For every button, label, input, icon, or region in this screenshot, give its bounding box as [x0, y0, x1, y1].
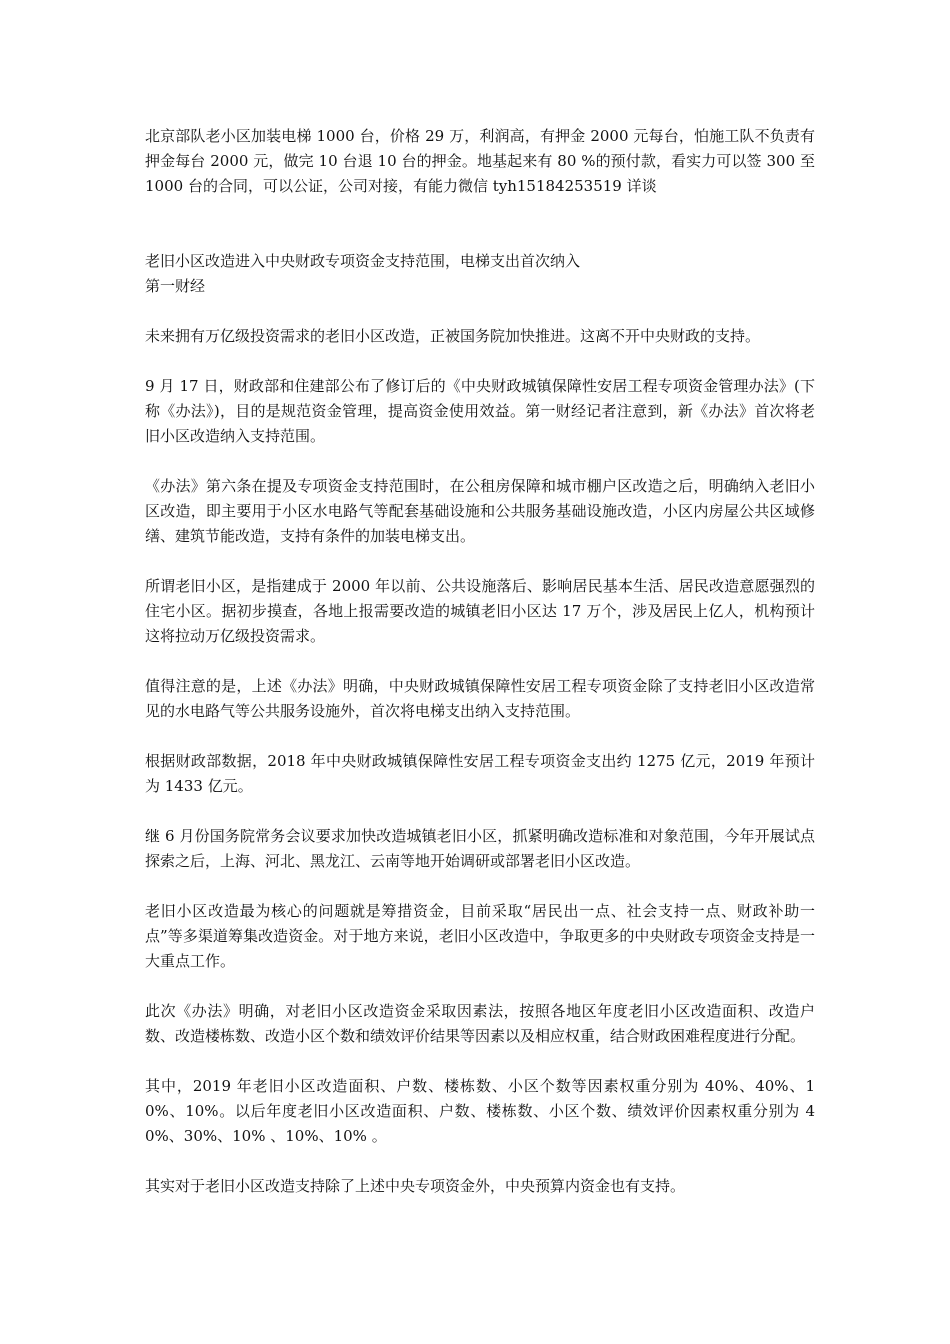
article-paragraph: 值得注意的是，上述《办法》明确，中央财政城镇保障性安居工程专项资金除了支持老旧小区改造常见的水电路气等公共服务设施外，首次将电梯支出纳入支持范围。	[145, 677, 815, 720]
article-paragraph: 此次《办法》明确，对老旧小区改造资金采取因素法，按照各地区年度老旧小区改造面积、改造户数、改造楼栋数、改造小区个数和绩效评价结果等因素以及相应权重，结合财政困难程度进行分配。	[145, 1002, 815, 1045]
article-paragraph: 根据财政部数据，2018 年中央财政城镇保障性安居工程专项资金支出约 1275 亿元，2019 年预计为 1433 亿元。	[145, 752, 815, 795]
article-paragraph: 老旧小区改造最为核心的问题就是筹措资金，目前采取“居民出一点、社会支持一点、财政补助一点”等多渠道筹集改造资金。对于地方来说，老旧小区改造中，争取更多的中央财政专项资金支持是一大重点工作。	[145, 902, 815, 970]
article-paragraph: 未来拥有万亿级投资需求的老旧小区改造，正被国务院加快推进。这离不开中央财政的支持。	[145, 327, 761, 345]
article-paragraph: 其中，2019 年老旧小区改造面积、户数、楼栋数、小区个数等因素权重分别为 40%、40%、10%、10%。以后年度老旧小区改造面积、户数、楼栋数、小区个数、绩效评价因素权重分别为 40%、30%、10% 、10%、10% 。	[145, 1077, 815, 1145]
article-paragraph: 继 6 月份国务院常务会议要求加快改造城镇老旧小区，抓紧明确改造标准和对象范围，今年开展试点探索之后，上海、河北、黑龙江、云南等地开始调研或部署老旧小区改造。	[145, 827, 815, 870]
article-source: 第一财经	[145, 277, 206, 295]
article-paragraph: 《办法》第六条在提及专项资金支持范围时，在公租房保障和城市棚户区改造之后，明确纳入老旧小区改造，即主要用于小区水电路气等配套基础设施和公共服务基础设施改造，小区内房屋公共区域修缮、建筑节能改造，支持有条件的加装电梯支出。	[145, 477, 815, 545]
article-header	[145, 249, 815, 299]
article-headline: 老旧小区改造进入中央财政专项资金支持范围，电梯支出首次纳入	[145, 252, 581, 270]
article-paragraph: 9 月 17 日，财政部和住建部公布了修订后的《中央财政城镇保障性安居工程专项资金管理办法》(下称《办法》)，目的是规范资金管理，提高资金使用效益。第一财经记者注意到，新《办法》首次将老旧小区改造纳入支持范围。	[145, 377, 815, 445]
article-paragraph: 其实对于老旧小区改造支持除了上述中央专项资金外，中央预算内资金也有支持。	[145, 1177, 686, 1195]
article-paragraph: 所谓老旧小区，是指建成于 2000 年以前、公共设施落后、影响居民基本生活、居民改造意愿强烈的住宅小区。据初步摸查，各地上报需要改造的城镇老旧小区达 17 万个，涉及居民上亿人，机构预计这将拉动万亿级投资需求。	[145, 577, 815, 645]
document-body	[145, 124, 815, 1224]
intro-paragraph: 北京部队老小区加装电梯 1000 台，价格 29 万，利润高，有押金 2000 元每台，怕施工队不负责有押金每台 2000 元，做完 10 台退 10 台的押金。地基起来有 80 %的预付款，看实力可以签 300 至 1000 台的合同，可以公证，公司对接，有能力微信 tyh15184253519 详谈	[145, 127, 815, 195]
